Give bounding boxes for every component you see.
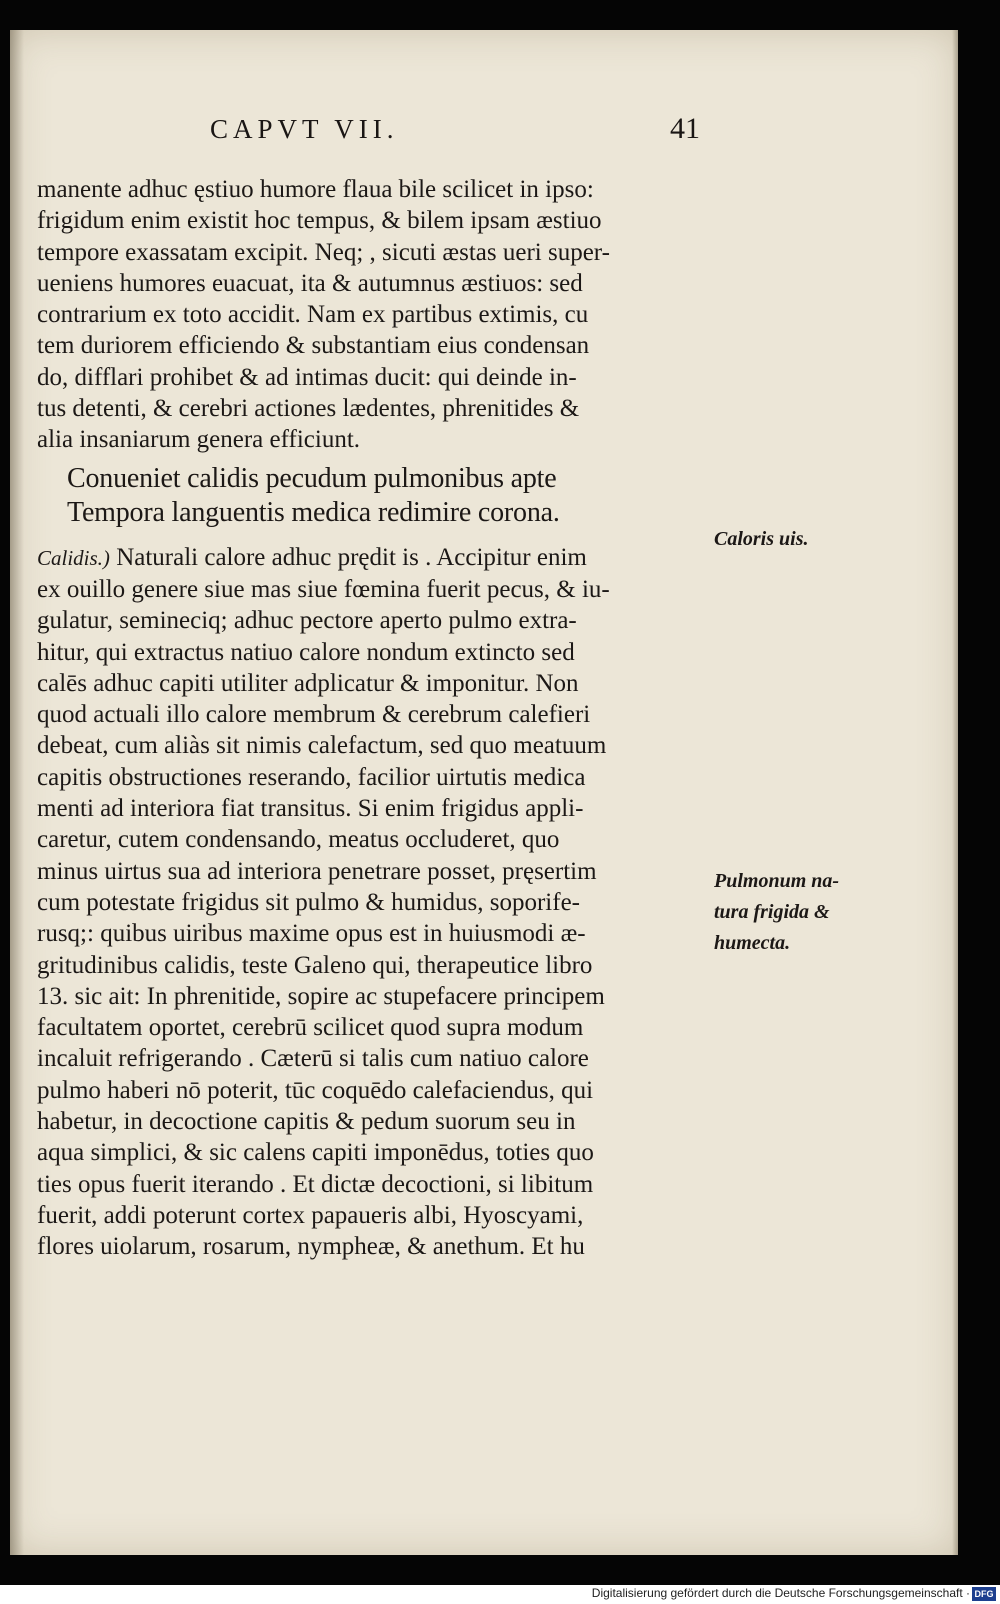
text-line: ueniens humores euacuat, ita & autumnus æstiuos: sed bbox=[37, 269, 583, 297]
verse-quotation bbox=[37, 462, 717, 530]
text-line: habetur, in decoctione capitis & pedum suorum seu in bbox=[37, 1108, 576, 1136]
footer-credit: Digitalisierung gefördert durch die Deutsche Forschungsgemeinschaft · bbox=[591, 1586, 970, 1600]
dfg-logo: DFG bbox=[972, 1587, 996, 1601]
text-line: frigidum enim existit hoc tempus, & bilem ipsam æstiuo bbox=[37, 207, 602, 235]
margin-note-caloris: Caloris uis. bbox=[714, 528, 809, 550]
commentary-first-line bbox=[37, 542, 717, 574]
text-line: facultatem oportet, cerebrū scilicet quod supra modum bbox=[37, 1014, 584, 1042]
text-line: calēs adhuc capiti utiliter adplicatur & imponitur. Non bbox=[37, 669, 579, 697]
text-line: incaluit refrigerando . Cæterū si talis cum natiuo calore bbox=[37, 1045, 589, 1073]
page-header bbox=[210, 112, 700, 156]
text-line: tempore exassatam excipit. Neq; , sicuti æstas ueri super- bbox=[37, 238, 610, 266]
text-line: manente adhuc ęstiuo humore flaua bile scilicet in ipso: bbox=[37, 176, 594, 203]
text-line: minus uirtus sua ad interiora penetrare posset, pręsertim bbox=[37, 857, 597, 885]
text-line: 13. sic ait: In phrenitide, sopire ac stupefacere principem bbox=[37, 982, 605, 1010]
text-line: tem duriorem efficiendo & substantiam eius condensan bbox=[37, 332, 590, 360]
margin-note-pulmonum-line-1: Pulmonum na- bbox=[714, 870, 840, 892]
margin-note-pulmonum-line-3: humecta. bbox=[714, 932, 791, 954]
verse-line: Conueniet calidis pecudum pulmonibus apte bbox=[67, 462, 557, 494]
text-line: rusq;: quibus uiribus maxime opus est in huiusmodi æ- bbox=[37, 920, 586, 948]
footer-bar bbox=[0, 1585, 1000, 1604]
text-line: quod actuali illo calore membrum & cerebrum calefieri bbox=[37, 701, 591, 729]
text-line: do, difflari prohibet & ad intimas ducit: qui deinde in- bbox=[37, 363, 577, 391]
running-head: CAPVT VII. bbox=[210, 114, 399, 144]
text-line: ex ouillo genere siue mas siue fœmina fuerit pecus, & iu- bbox=[37, 575, 610, 603]
page-number: 41 bbox=[670, 112, 700, 145]
paragraph-1 bbox=[37, 174, 717, 456]
text-line: debeat, cum aliàs sit nimis calefactum, sed quo meatuum bbox=[37, 732, 607, 760]
commentary-paragraph bbox=[37, 542, 717, 1263]
text-line: capitis obstructiones reserando, facilior uirtutis medica bbox=[37, 763, 586, 791]
text-line: gulatur, semineciq; adhuc pectore aperto pulmo extra- bbox=[37, 607, 577, 635]
verse-line: Tempora languentis medica redimire corona. bbox=[67, 496, 560, 528]
text-line: gritudinibus calidis, teste Galeno qui, therapeutice libro bbox=[37, 951, 593, 979]
text-line: contrarium ex toto accidit. Nam ex partibus extimis, cu bbox=[37, 301, 589, 329]
margin-note-pulmonum-line-2: tura frigida & bbox=[714, 901, 830, 923]
text-line: caretur, cutem condensando, meatus occluderet, quo bbox=[37, 826, 560, 854]
text-line: hitur, qui extractus natiuo calore nondum extincto sed bbox=[37, 638, 575, 666]
commentary-first-line-text: Naturali calore adhuc prędit is . Accipitur enim bbox=[109, 543, 587, 571]
text-line: fuerit, addi poterunt cortex papaueris albi, Hyoscyami, bbox=[37, 1201, 584, 1229]
page-edge bbox=[952, 30, 958, 1555]
text-line: cum potestate frigidus sit pulmo & humidus, soporife- bbox=[37, 888, 580, 916]
text-line: tus detenti, & cerebri actiones lædentes, phrenitides & bbox=[37, 395, 580, 423]
text-line: alia insaniarum genera efficiunt. bbox=[37, 426, 361, 454]
text-line: ties opus fuerit iterando . Et dictæ decoctioni, si libitum bbox=[37, 1170, 594, 1198]
text-line: pulmo haberi nō poterit, tūc coquēdo calefaciendus, qui bbox=[37, 1076, 594, 1104]
text-line: flores uiolarum, rosarum, nympheæ, & anethum. Et hu bbox=[37, 1233, 585, 1261]
lemma: Calidis.) bbox=[37, 545, 110, 570]
text-line: aqua simplici, & sic calens capiti imponēdus, toties quo bbox=[37, 1139, 594, 1167]
book-page bbox=[10, 30, 958, 1555]
main-text-block bbox=[37, 174, 717, 1263]
gutter-shadow bbox=[10, 30, 24, 1555]
text-line: menti ad interiora fiat transitus. Si enim frigidus appli- bbox=[37, 795, 584, 823]
